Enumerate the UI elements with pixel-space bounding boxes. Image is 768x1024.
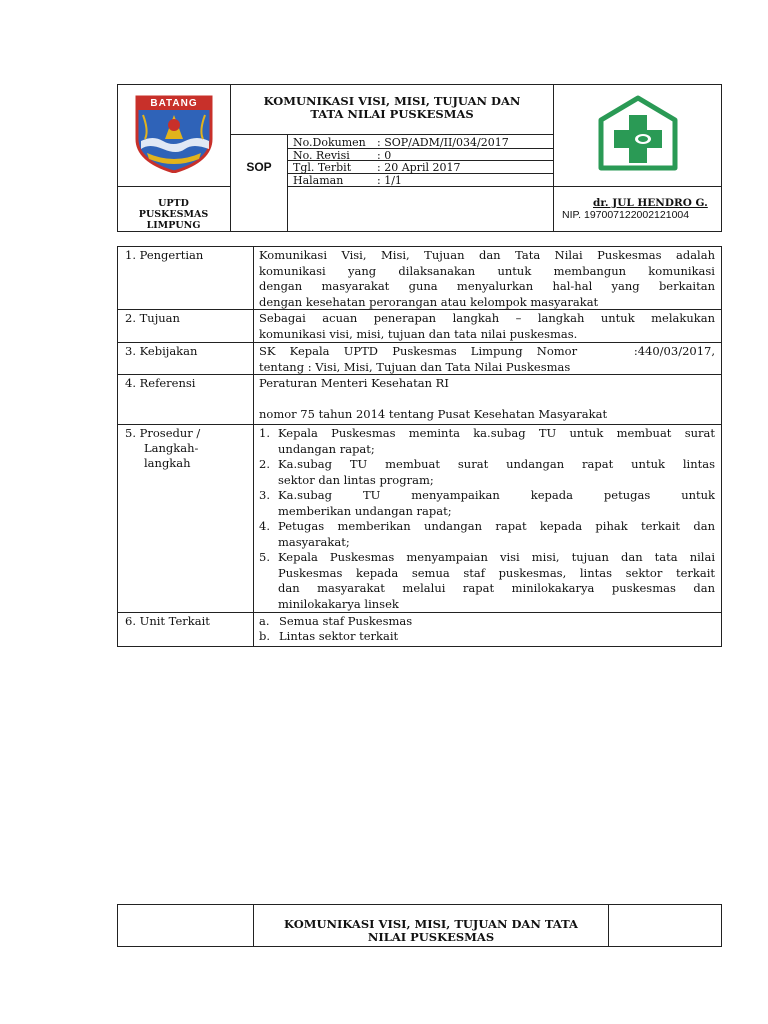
prosedur-label-line: 5. Prosedur / — [125, 426, 201, 440]
document-title-line2: TATA NILAI PUSKESMAS — [310, 107, 474, 121]
referensi-line1: Peraturan Menteri Kesehatan RI — [259, 376, 449, 390]
step-line: Kepala Puskesmas menyampaian visi misi, tujuan dan tata nilai — [278, 550, 715, 564]
prosedur-label — [125, 426, 200, 471]
step-line: Petugas memberikan undangan rapat kepada pihak terkait dan — [278, 519, 715, 533]
prosedur-label-line: langkah — [144, 456, 191, 470]
step-number: 5. — [259, 550, 270, 564]
tujuan-line: komunikasi visi, misi, tujuan dan tata nilai puskesmas. — [259, 326, 578, 341]
step-number: 2. — [259, 457, 270, 471]
item-text: Lintas sektor terkait — [279, 629, 399, 643]
referensi-line2: nomor 75 tahun 2014 tentang Pusat Kesehatan Masyarakat — [259, 407, 608, 421]
footer-title-line2: NILAI PUSKESMAS — [367, 930, 495, 944]
meta-halaman-value: : 1/1 — [377, 174, 402, 187]
step-line: masyarakat; — [278, 534, 350, 549]
item-text: Semua staf Puskesmas — [279, 614, 413, 628]
kebijakan-text — [259, 344, 715, 375]
step-number: 4. — [259, 519, 270, 533]
meta-no-revisi-label: No. Revisi — [293, 149, 350, 162]
step-line: Kepala Puskesmas meminta ka.subag TU untuk membuat surat — [278, 426, 715, 440]
pengertian-label: 1. Pengertian — [125, 248, 204, 262]
org-line1: UPTD — [158, 198, 189, 209]
batang-logo — [133, 95, 215, 173]
item-letter: b. — [259, 629, 271, 643]
meta-halaman-label: Halaman — [293, 174, 344, 187]
step-line: Ka.subag TU menyampaikan kepada petugas untuk — [278, 488, 715, 502]
prosedur-step-3 — [259, 488, 715, 519]
step-line: memberikan undangan rapat; — [278, 503, 452, 518]
referensi-label: 4. Referensi — [125, 376, 196, 390]
item-letter: a. — [259, 614, 270, 628]
step-line: Puskesmas kepada semua staf puskesmas, lintas sektor terkait — [278, 565, 715, 580]
pengertian-line: dengan kesehatan perorangan atau kelompok masyarakat — [259, 294, 599, 309]
step-line: dan masyarakat melalui rapat minilokakarya puskesmas dan — [278, 581, 715, 595]
unit-terkait-item-b — [259, 629, 399, 645]
sop-label: SOP — [246, 160, 272, 174]
prosedur-step-1 — [259, 426, 715, 457]
pengertian-line: dengan masyarakat guna menyalurkan hal-hal yang berkaitan — [259, 279, 715, 293]
footer-title-line1: KOMUNIKASI VISI, MISI, TUJUAN DAN TATA — [284, 917, 578, 931]
pengertian-text — [259, 248, 715, 310]
pengertian-line: Komunikasi Visi, Misi, Tujuan dan Tata Nilai Puskesmas adalah — [259, 248, 715, 262]
meta-no-dokumen-label: No.Dokumen — [293, 136, 366, 149]
meta-no-dokumen-value: : SOP/ADM/II/034/2017 — [377, 136, 509, 149]
step-line: minilokakarya linsek — [278, 596, 399, 611]
logo-text: BATANG — [150, 98, 198, 109]
signer-nip: NIP. 197007122002121004 — [562, 209, 690, 221]
step-line: sektor dan lintas program; — [278, 472, 434, 487]
org-line2: PUSKESMAS — [138, 209, 209, 220]
step-line: Ka.subag TU membuat surat undangan rapat untuk lintas — [278, 457, 715, 471]
kebijakan-label: 3. Kebijakan — [125, 344, 198, 358]
step-line: undangan rapat; — [278, 441, 375, 456]
tujuan-label: 2. Tujuan — [125, 311, 180, 325]
tujuan-line: Sebagai acuan penerapan langkah – langkah untuk melakukan — [259, 311, 715, 325]
document-title-line1: KOMUNIKASI VISI, MISI, TUJUAN DAN — [263, 94, 521, 108]
unit-terkait-label: 6. Unit Terkait — [125, 614, 210, 628]
prosedur-step-5 — [259, 550, 715, 612]
prosedur-step-2 — [259, 457, 715, 488]
tujuan-text — [259, 311, 715, 342]
pengertian-line: komunikasi yang dilaksanakan untuk membangun komunikasi — [259, 263, 715, 278]
prosedur-label-line: Langkah- — [144, 441, 199, 455]
meta-tgl-terbit-label: Tgl. Terbit — [293, 161, 352, 174]
org-line3: LIMPUNG — [146, 220, 201, 231]
step-number: 1. — [259, 426, 270, 440]
meta-tgl-terbit-value: : 20 April 2017 — [377, 161, 461, 174]
signer-name: dr. JUL HENDRO G. — [593, 197, 708, 209]
unit-terkait-item-a — [259, 614, 413, 630]
prosedur-step-4 — [259, 519, 715, 550]
step-number: 3. — [259, 488, 270, 502]
puskesmas-logo — [597, 95, 679, 173]
kebijakan-line: SK Kepala UPTD Puskesmas Limpung Nomor :440/03/2017, — [259, 344, 715, 358]
kebijakan-line: tentang : Visi, Misi, Tujuan dan Tata Nilai Puskesmas — [259, 359, 571, 374]
meta-no-revisi-value: : 0 — [377, 149, 392, 162]
